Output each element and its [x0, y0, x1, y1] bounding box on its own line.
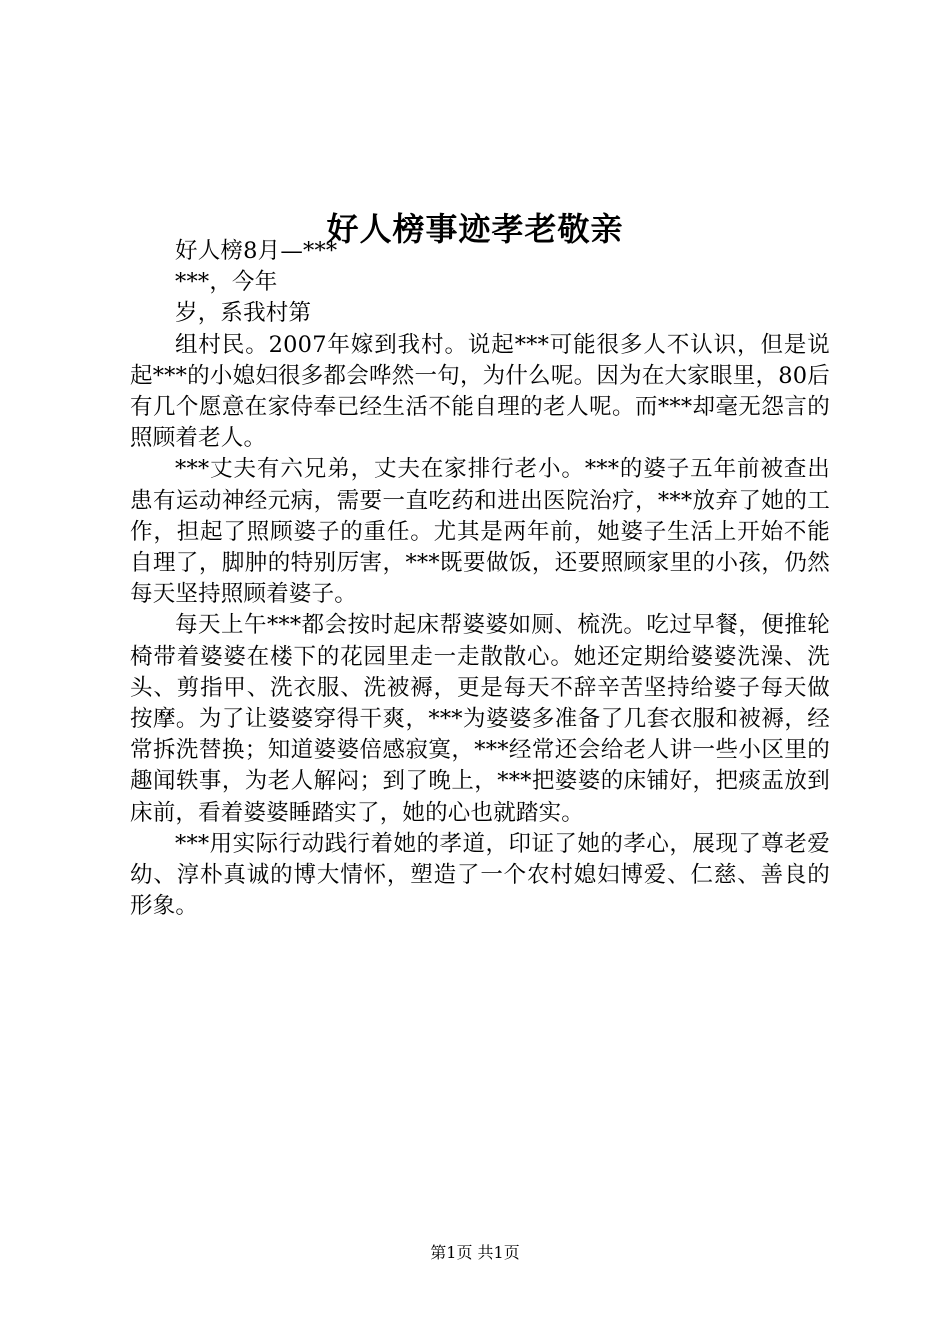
intro-line-2: ***，今年 — [175, 269, 278, 296]
intro-line-3: 岁，系我村第 — [175, 300, 312, 327]
paragraph-2: ***丈夫有六兄弟，丈夫在家排行老小。***的婆子五年前被查出患有运动神经元病，需要一直吃药和进出医院治疗，***放弃了她的工作，担起了照顾婆子的重任。尤其是两年前，她婆子生活上开始不能自理了，脚肿的特别厉害，***既要做饭，还要照顾家里的小孩，仍然每天坚持照顾着婆子。 — [130, 456, 830, 608]
document-body — [130, 236, 830, 922]
paragraph-3: 每天上午***都会按时起床帮婆婆如厕、梳洗。吃过早餐，便推轮椅带着婆婆在楼下的花园里走一走散散心。她还定期给婆婆洗澡、洗头、剪指甲、洗衣服、洗被褥，更是每天不辞辛苦坚持给婆子每天做按摩。为了让婆婆穿得干爽，***为婆婆多准备了几套衣服和被褥，经常拆洗替换；知道婆婆倍感寂寞，***经常还会给老人讲一些小区里的趣闻轶事，为老人解闷；到了晚上，***把婆婆的床铺好，把痰盂放到床前，看着婆婆睡踏实了，她的心也就踏实。 — [130, 612, 830, 826]
paragraph-4: ***用实际行动践行着她的孝道，印证了她的孝心，展现了尊老爱幼、淳朴真诚的博大情怀，塑造了一个农村媳妇博爱、仁慈、善良的形象。 — [130, 830, 830, 920]
document-title: 好人榜事迹孝老敬亲 — [326, 210, 624, 249]
page-footer: 第1页 共1页 — [430, 1243, 520, 1262]
intro-line-1: 好人榜8月—*** — [175, 238, 338, 264]
paragraph-1: 组村民。2007年嫁到我村。说起***可能很多人不认识，但是说起***的小媳妇很多都会哗然一句，为什么呢。因为在大家眼里，80后有几个愿意在家侍奉已经生活不能自理的老人呢。而***却毫无怨言的照顾着老人。 — [130, 331, 830, 452]
